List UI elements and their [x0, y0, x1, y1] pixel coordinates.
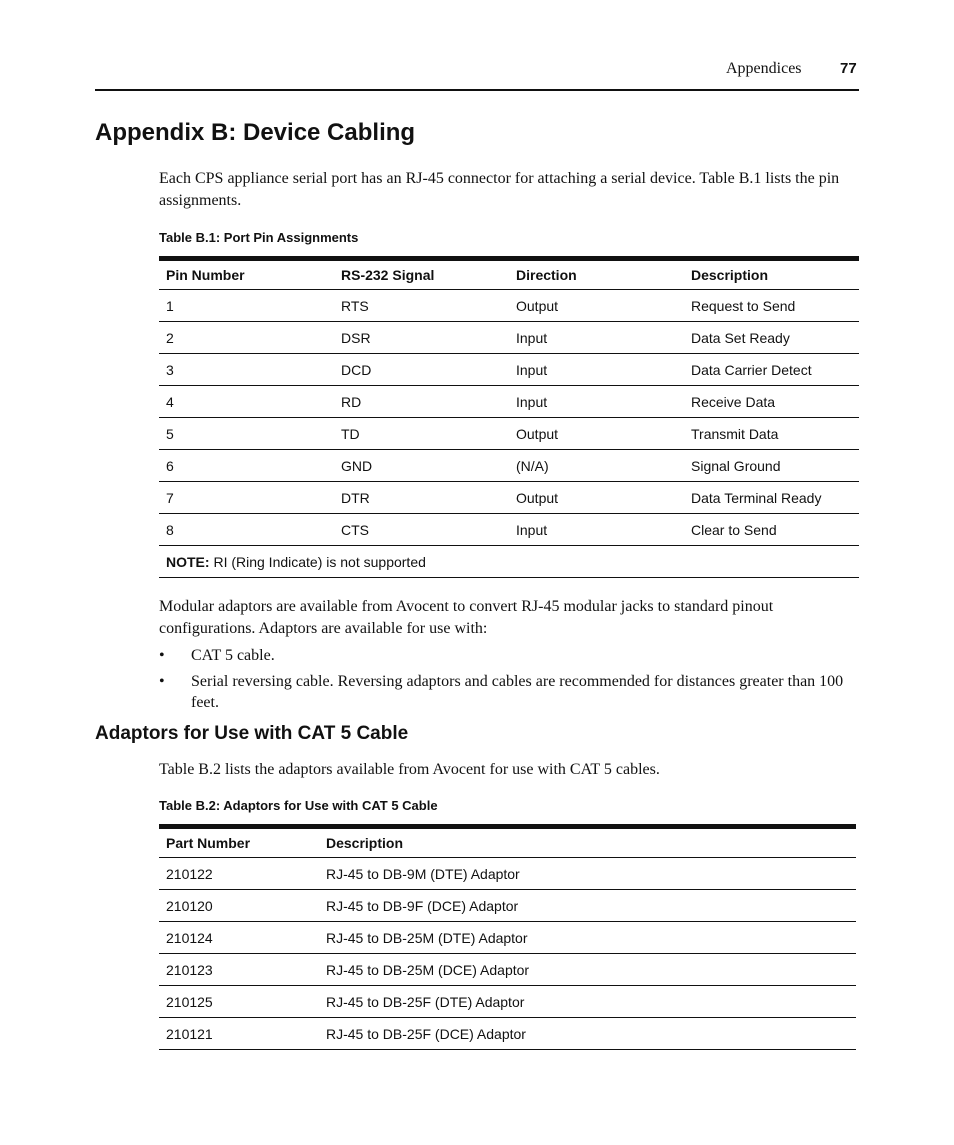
pin-table-body: [159, 290, 859, 578]
table-cell: RJ-45 to DB-25F (DCE) Adaptor: [319, 1018, 856, 1050]
running-header-section: Appendices: [726, 60, 802, 77]
table-cell: 3: [159, 354, 334, 386]
table-row: [159, 514, 859, 546]
table-cell: 210120: [159, 890, 319, 922]
table-cell: Request to Send: [684, 290, 859, 322]
list-item: [159, 671, 859, 713]
table-cell: 7: [159, 482, 334, 514]
table-cell: Input: [509, 386, 684, 418]
table-cell: Receive Data: [684, 386, 859, 418]
table-cell: Data Carrier Detect: [684, 354, 859, 386]
table-cell: RJ-45 to DB-9M (DTE) Adaptor: [319, 858, 856, 890]
adaptors-table-body: [159, 858, 856, 1050]
column-header: RS-232 Signal: [334, 259, 509, 290]
table1-caption: Table B.1: Port Pin Assignments: [159, 230, 359, 245]
table-note: [159, 546, 859, 578]
table-cell: Signal Ground: [684, 450, 859, 482]
table-row: [159, 482, 859, 514]
table-row: [159, 922, 856, 954]
table-cell: Input: [509, 514, 684, 546]
column-header: Pin Number: [159, 259, 334, 290]
table-cell: RD: [334, 386, 509, 418]
column-header: Direction: [509, 259, 684, 290]
table-row: [159, 1018, 856, 1050]
table-row: [159, 890, 856, 922]
modular-adaptors-paragraph: Modular adaptors are available from Avocent to convert RJ-45 modular jacks to standard pinout configurations. Adaptors are available for use with:: [159, 598, 774, 637]
list-item-text: CAT 5 cable.: [191, 647, 275, 664]
section-heading: Adaptors for Use with CAT 5 Cable: [95, 723, 409, 744]
table-cell: RJ-45 to DB-25M (DCE) Adaptor: [319, 954, 856, 986]
table-cell: RJ-45 to DB-25M (DTE) Adaptor: [319, 922, 856, 954]
table-cell: 5: [159, 418, 334, 450]
table-cell: Output: [509, 290, 684, 322]
table-cell: RTS: [334, 290, 509, 322]
bullet-icon: •: [159, 647, 165, 664]
table2-caption: Table B.2: Adaptors for Use with CAT 5 Cable: [159, 798, 438, 813]
list-item-text: Serial reversing cable. Reversing adaptors and cables are recommended for distances greater than 100 feet.: [191, 673, 844, 711]
table-cell: Data Terminal Ready: [684, 482, 859, 514]
table-row: [159, 450, 859, 482]
table-row: [159, 386, 859, 418]
table-cell: 210122: [159, 858, 319, 890]
table-cell: TD: [334, 418, 509, 450]
table-row: [159, 418, 859, 450]
table-cell: 210123: [159, 954, 319, 986]
bullet-icon: •: [159, 673, 165, 690]
column-header: Part Number: [159, 827, 319, 858]
table-cell: DTR: [334, 482, 509, 514]
table-row: [159, 290, 859, 322]
table-cell: 4: [159, 386, 334, 418]
table-header-row: [159, 259, 859, 290]
table-cell: Clear to Send: [684, 514, 859, 546]
table-row: [159, 986, 856, 1018]
table-cell: Data Set Ready: [684, 322, 859, 354]
pin-assignments-table: [159, 256, 859, 578]
table-cell: Output: [509, 482, 684, 514]
table-cell: 210121: [159, 1018, 319, 1050]
table-cell: Input: [509, 322, 684, 354]
table-cell: 8: [159, 514, 334, 546]
note-text: RI (Ring Indicate) is not supported: [209, 553, 426, 570]
table-cell: DSR: [334, 322, 509, 354]
table-cell: Input: [509, 354, 684, 386]
table-cell: DCD: [334, 354, 509, 386]
page-title: Appendix B: Device Cabling: [95, 119, 416, 146]
table-cell: Transmit Data: [684, 418, 859, 450]
column-header: Description: [319, 827, 856, 858]
table-cell: 6: [159, 450, 334, 482]
table-note-row: [159, 546, 859, 578]
section-intro-paragraph: Table B.2 lists the adaptors available from Avocent for use with CAT 5 cables.: [159, 761, 660, 778]
intro-paragraph: Each CPS appliance serial port has an RJ-45 connector for attaching a serial device. Table B.1 lists the pin assignments.: [159, 170, 840, 209]
table-cell: GND: [334, 450, 509, 482]
table-cell: 2: [159, 322, 334, 354]
table-row: [159, 954, 856, 986]
note-label: NOTE:: [166, 553, 210, 570]
table-cell: CTS: [334, 514, 509, 546]
table-row: [159, 858, 856, 890]
list-item: [159, 645, 859, 666]
table-cell: (N/A): [509, 450, 684, 482]
table-cell: 210124: [159, 922, 319, 954]
column-header: Description: [684, 259, 859, 290]
table-row: [159, 354, 859, 386]
page-number: 77: [840, 60, 857, 77]
table-row: [159, 322, 859, 354]
table-cell: Output: [509, 418, 684, 450]
header-divider: [95, 89, 859, 91]
table-cell: RJ-45 to DB-25F (DTE) Adaptor: [319, 986, 856, 1018]
table-cell: 1: [159, 290, 334, 322]
table-cell: 210125: [159, 986, 319, 1018]
table-header-row: [159, 827, 856, 858]
table-cell: RJ-45 to DB-9F (DCE) Adaptor: [319, 890, 856, 922]
adaptors-table: [159, 824, 856, 1050]
